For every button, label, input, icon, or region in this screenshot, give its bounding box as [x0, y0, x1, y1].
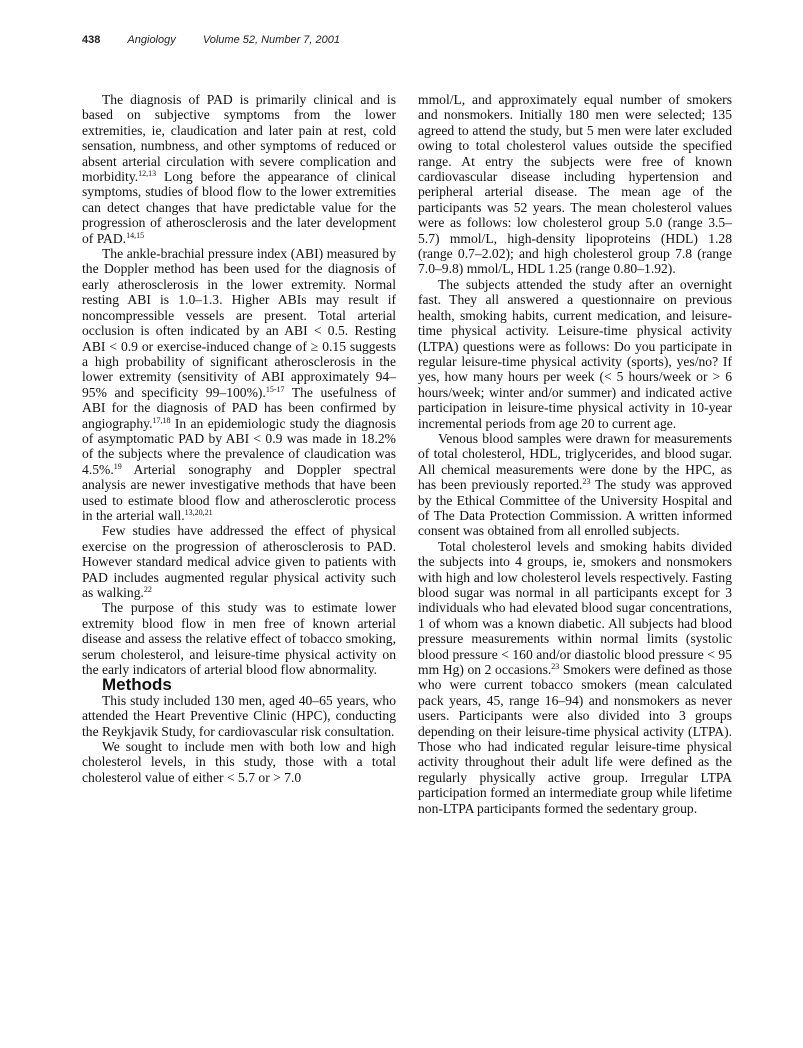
- paragraph: Few studies have addressed the effect of physical exercise on the progression of atherosclerosis to PAD. However standard medical advice given to patients with PAD includes augmented regular physical activity such as walking.$^{22}$: [82, 523, 396, 600]
- right-column: [418, 92, 732, 816]
- volume-info: Volume 52, Number 7, 2001: [202, 34, 340, 46]
- citation: 12,13: [138, 169, 157, 179]
- left-column: [82, 92, 396, 785]
- paragraph: The subjects attended the study after an overnight fast. They all answered a questionnaire on previous health, smoking habits, current medication, and leisure-time physical activity. Leisure-time physical activity (LTPA) questions were as follows: Do you participate in regular leisure-time physical activity (sports), yes/no? If yes, how many hours per week (< 5 hours/week or > 6 hours/week; winter and/or summer) and indicated active participation in leisure-time physical activity in 10-year incremental periods from age 20 to current age.: [418, 276, 732, 431]
- paragraph: The diagnosis of PAD is primarily clinical and is based on subjective symptoms from the lower extremities, ie, claudication and later pain at rest, cold sensation, numbness, and other symptoms of reduced or absent arterial circulation with severe complication and morbidity.$^{12,13}$ Long before the appearance of clinical symptoms, studies of blood flow to the lower extremities can detect changes that have predictable value for the progression of atherosclerosis and the later development of PAD.$^{14,15}$: [82, 92, 396, 246]
- paragraph: Total cholesterol levels and smoking habits divided the subjects into 4 groups, ie, smokers and nonsmokers with high and low cholesterol levels respectively. Fasting blood sugar was normal in all participants except for 3 individuals who had elevated blood sugar concentrations, 1 of whom was a known diabetic. All subjects had blood pressure measurements within normal limits (systolic blood pressure < 160 and/or diastolic blood pressure < 95 mm Hg) on 2 occasions.$^{23}$ Smokers were defined as those who were current tobacco smokers (mean calculated pack years, 45, range 16–94) and nonsmokers as never users. Participants were also divided into 3 groups depending on their leisure-time physical activity (LTPA). Those who had indicated regular leisure-time physical activity throughout their adult life were defined as the regularly physically active group. Irregular LTPA participation formed an intermediate group while lifetime non-LTPA participants formed the sedentary group.: [418, 538, 732, 816]
- citation: 15-17: [265, 384, 285, 394]
- citation: 14,15: [126, 230, 145, 240]
- paragraph: This study included 130 men, aged 40–65 years, who attended the Heart Preventive Clinic (HPC), conducting the Reykjavik Study, for cardiovascular risk consultation.: [82, 692, 396, 739]
- paragraph: mmol/L, and approximately equal number of smokers and nonsmokers. Initially 180 men were selected; 135 agreed to attend the study, but 5 men were later excluded owing to total cholesterol values outside the specified range. At entry the subjects were free of known cardiovascular disease including hypertension and peripheral arterial disease. The mean age of the participants was 52 years. The mean cholesterol values were as follows: low cholesterol group 5.0 (range 3.5–5.7) mmol/L, high-density lipoproteins (HDL) 1.28 (range 0.7–2.02); and high cholesterol group 7.8 (range 7.0–9.8) mmol/L, HDL 1.25 (range 0.80–1.92).: [418, 92, 732, 277]
- page-number: 438: [82, 34, 101, 46]
- paragraph: The purpose of this study was to estimate lower extremity blood flow in men free of known arterial disease and assess the relative effect of tobacco smoking, serum cholesterol, and leisure-time physical activity on the early indicators of arterial blood flow abnormality.: [82, 600, 396, 678]
- paragraph: Venous blood samples were drawn for measurements of total cholesterol, HDL, triglycerides, and blood sugar. All chemical measurements were done by the HPC, as has been previously reported.$^{23}$ The study was approved by the Ethical Committee of the University Hospital and of The Data Protection Commission. A written informed consent was obtained from all enrolled subjects.: [418, 430, 732, 539]
- running-header: [82, 34, 340, 46]
- citation: 19: [113, 461, 122, 471]
- citation: 23: [582, 477, 591, 487]
- paragraph: We sought to include men with both low and high cholesterol levels, in this study, those with a total cholesterol value of either < 5.7 or > 7.0: [82, 739, 396, 785]
- journal-name: Angiology: [127, 34, 176, 46]
- section-heading: Methods: [102, 675, 172, 695]
- citation: 13,20,21: [184, 507, 213, 517]
- paragraph: The ankle-brachial pressure index (ABI) measured by the Doppler method has been used for the diagnosis of early atherosclerosis in the lower extremity. Normal resting ABI is 1.0–1.3. Higher ABIs may result if noncompressible vessels are present. Total arterial occlusion is often indicated by an ABI < 0.5. Resting ABI < 0.9 or exercise-induced change of ≥ 0.15 suggests a high probability of significant atherosclerosis in the lower extremity (sensitivity of ABI approximately 94–95% and specificity 99–100%).$^{15-17}$ The usefulness of ABI for the diagnosis of PAD has been confirmed by angiography.$^{17,18}$ In an epidemiologic study the diagnosis of asymptomatic PAD by ABI < 0.9 was made in 18.2% of the subjects where the prevalence of claudication was 4.5%.$^{19}$ Arterial sonography and Doppler spectral analysis are newer investigative methods that have been used to estimate blood flow and atherosclerotic process in the arterial wall.$^{13,20,21}$: [82, 246, 397, 523]
- citation: 22: [143, 585, 152, 594]
- citation: 17,18: [152, 415, 171, 425]
- citation: 23: [551, 662, 560, 672]
